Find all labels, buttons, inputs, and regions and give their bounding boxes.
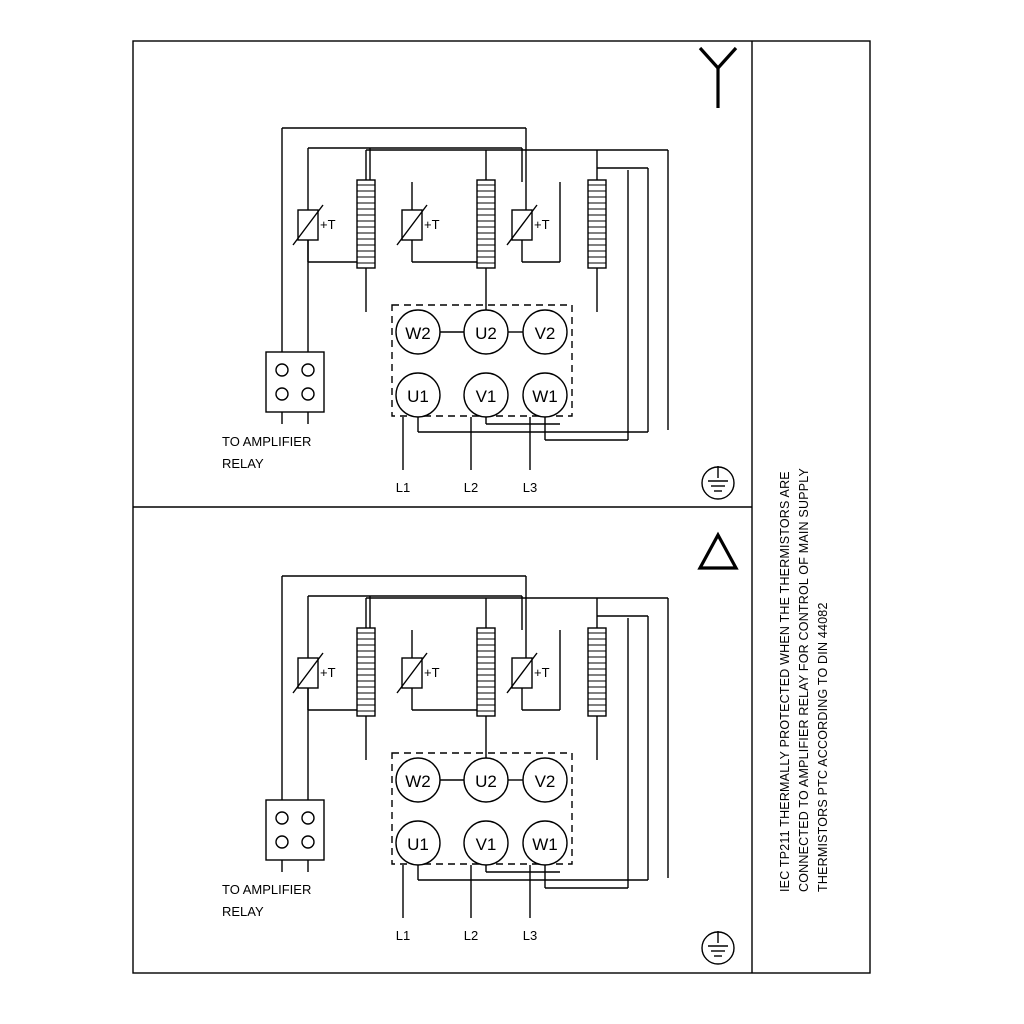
supply-lines <box>403 168 648 470</box>
supply-label-l2: L2 <box>463 928 479 943</box>
amplifier-relay-label-line2: RELAY <box>222 456 264 471</box>
ptc-thermistor <box>293 205 323 245</box>
delta-symbol <box>700 535 736 568</box>
terminal-label-v2: V2 <box>534 324 556 343</box>
thermistor-label: +T <box>534 217 550 232</box>
terminal-label-w1: W1 <box>532 387 558 406</box>
ptc-thermistor <box>397 653 427 693</box>
supply-label-l3: L3 <box>522 928 538 943</box>
amplifier-relay-label-line2: RELAY <box>222 904 264 919</box>
amplifier-terminal-block <box>266 800 324 872</box>
amplifier-relay-label-line1: TO AMPLIFIER <box>222 434 312 449</box>
amplifier-terminal-block <box>266 352 324 424</box>
ptc-thermistor <box>397 205 427 245</box>
amplifier-relay-label-line1: TO AMPLIFIER <box>222 882 312 897</box>
earth-ground-icon <box>702 466 734 499</box>
ptc-thermistor <box>507 205 537 245</box>
terminal-label-u2: U2 <box>475 324 497 343</box>
terminal-label-v2: V2 <box>534 772 556 791</box>
ptc-thermistor <box>293 653 323 693</box>
motor-winding-coil <box>477 628 495 716</box>
terminal-label-w1: W1 <box>532 835 558 854</box>
terminal-label-v1: V1 <box>475 387 497 406</box>
side-note-line1: IEC TP211 THERMALLY PROTECTED WHEN THE THERMISTORS ARE <box>778 471 792 892</box>
supply-label-l1: L1 <box>395 480 411 495</box>
terminal-label-u2: U2 <box>475 772 497 791</box>
panel-star <box>266 48 736 499</box>
ptc-thermistor <box>507 653 537 693</box>
earth-ground-icon <box>702 931 734 964</box>
motor-winding-coil <box>357 628 375 716</box>
thermistor-label: +T <box>424 217 440 232</box>
side-note <box>778 468 830 892</box>
thermistor-label: +T <box>320 217 336 232</box>
terminal-label-u1: U1 <box>407 387 429 406</box>
supply-lines <box>403 616 648 918</box>
side-note-line3: THERMISTORS PTC ACCORDING TO DIN 44082 <box>816 602 830 892</box>
motor-winding-coil <box>588 180 606 268</box>
thermistor-label: +T <box>424 665 440 680</box>
panel-delta <box>266 535 736 964</box>
thermistor-label: +T <box>320 665 336 680</box>
thermistor-label: +T <box>534 665 550 680</box>
motor-winding-coil <box>588 628 606 716</box>
supply-label-l1: L1 <box>395 928 411 943</box>
supply-label-l2: L2 <box>463 480 479 495</box>
terminal-label-w2: W2 <box>405 772 431 791</box>
star-symbol <box>700 48 736 108</box>
motor-winding-coil <box>477 180 495 268</box>
terminal-label-u1: U1 <box>407 835 429 854</box>
terminal-label-w2: W2 <box>405 324 431 343</box>
motor-winding-coil <box>357 180 375 268</box>
side-note-line2: CONNECTED TO AMPLIFIER RELAY FOR CONTROL OF MAIN SUPPLY <box>797 467 811 892</box>
supply-label-l3: L3 <box>522 480 538 495</box>
terminal-label-v1: V1 <box>475 835 497 854</box>
